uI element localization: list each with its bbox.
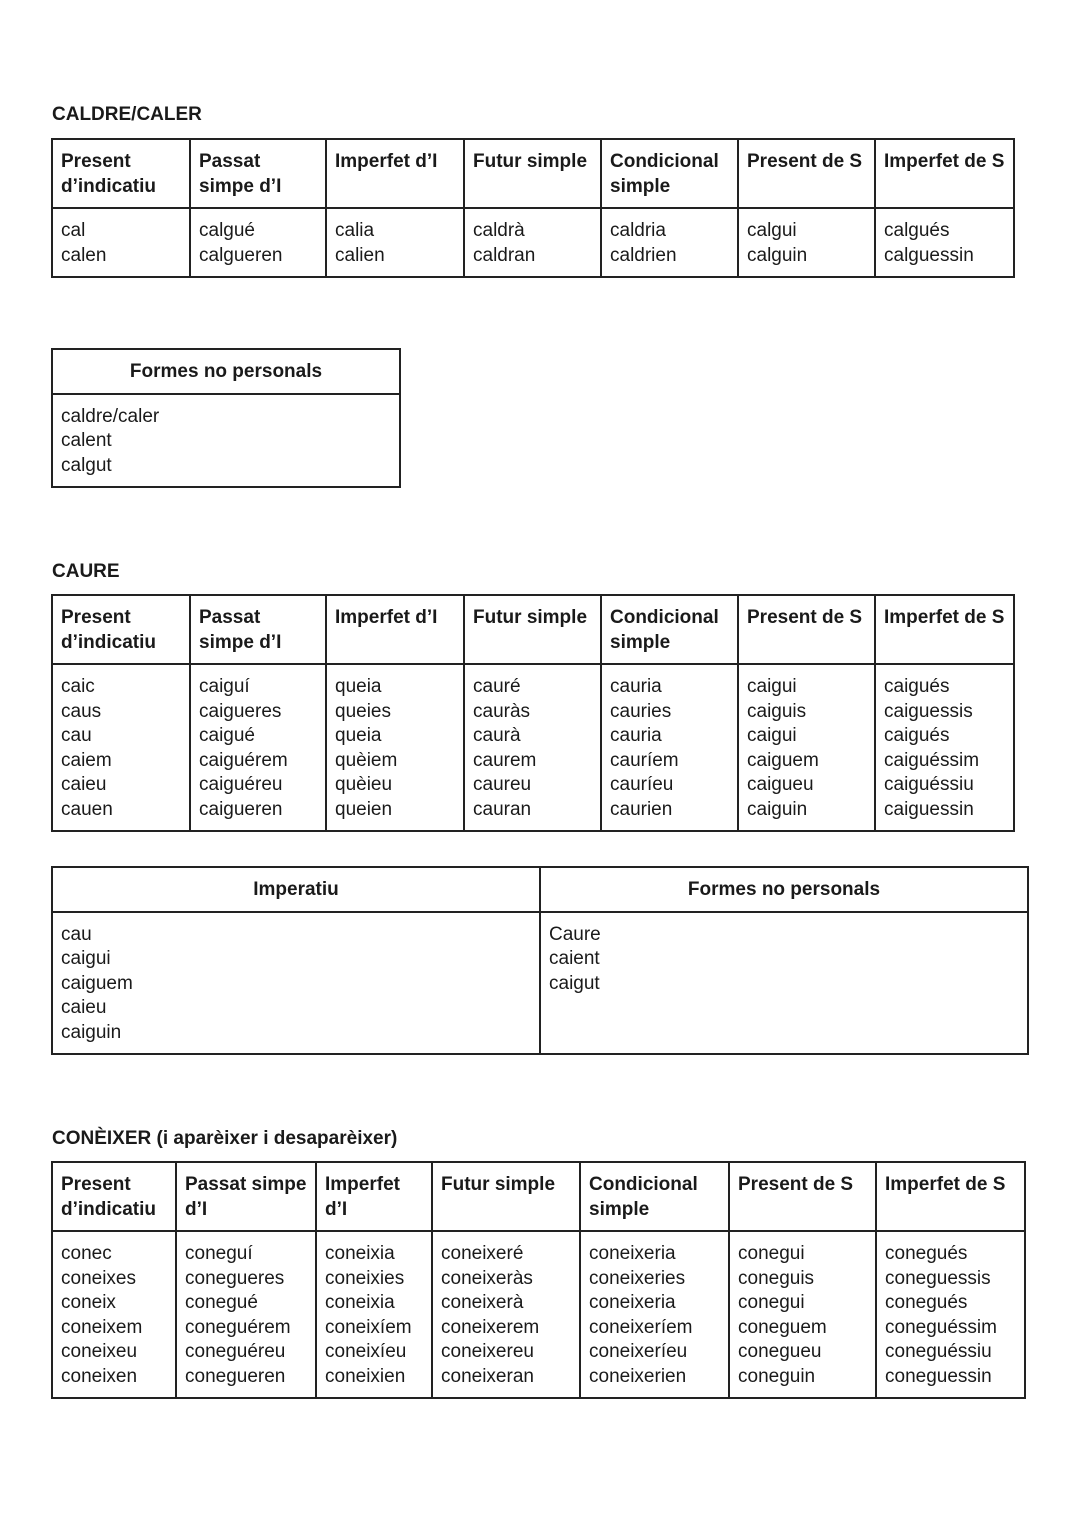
verb-form: coneguérem [185, 1316, 291, 1338]
verb-form: caiguéssim [884, 749, 980, 771]
verb-form: coneixes [61, 1267, 136, 1289]
verb-form: coneixies [325, 1267, 405, 1289]
conjugation-cell [738, 664, 875, 831]
verb-form: coneixia [325, 1292, 395, 1313]
verb-form: caiguérem [199, 749, 288, 771]
verb-form: coneixen [61, 1365, 138, 1387]
verb-form: queia [335, 725, 382, 746]
verb-form: caldrien [610, 244, 677, 266]
conjugation-cell [875, 664, 1014, 831]
verb-form: coneix [61, 1292, 116, 1313]
conjugation-cell [738, 208, 875, 277]
column-header: Present de S [729, 1162, 876, 1231]
column-header: Imperfet de S [875, 139, 1014, 208]
section-title-coneixer: CONÈIXER (i aparèixer i desaparèixer) [52, 1128, 398, 1149]
verb-form: calguin [747, 244, 808, 266]
verb-form: caiguessis [884, 700, 973, 722]
conjugation-cell [601, 664, 738, 831]
verb-form: caureu [473, 774, 532, 795]
forms-cell [52, 394, 400, 488]
verb-form: caigui [747, 676, 797, 697]
verb-form: coneixeries [589, 1267, 686, 1289]
conjugation-table-caldre [51, 138, 1015, 278]
column-header: Formes no personals [540, 867, 1028, 912]
column-header: Passat simpe d’I [190, 595, 326, 664]
conjugation-cell [52, 664, 190, 831]
verb-form: cauries [610, 700, 672, 722]
table-row [52, 912, 1028, 1055]
verb-form: conegueres [185, 1267, 285, 1289]
conjugation-cell [601, 208, 738, 277]
verb-form: coneixeu [61, 1341, 138, 1362]
conjugation-cell [326, 208, 464, 277]
verb-form: conegueren [185, 1365, 286, 1387]
conjugation-cell [190, 208, 326, 277]
verb-form: quèiem [335, 749, 398, 771]
imperative-forms-table-caure [51, 866, 1029, 1055]
verb-form: caieu [61, 997, 107, 1018]
section-title-caure: CAURE [52, 561, 120, 582]
verb-form: conegués [885, 1292, 968, 1313]
verb-form: caigui [747, 725, 797, 746]
verb-form: conegués [885, 1243, 968, 1264]
verb-form: caus [61, 700, 102, 722]
verb-form: coneguin [738, 1365, 816, 1387]
verb-form: cau [61, 923, 92, 945]
table-header-row [52, 139, 1014, 208]
table-row [52, 1231, 1025, 1398]
verb-form: conegui [738, 1243, 805, 1264]
verb-form: calgué [199, 220, 255, 241]
table-header-row [52, 867, 1028, 912]
verb-form: queies [335, 700, 391, 722]
verb-form: caiguem [747, 749, 819, 771]
verb-form: coneixeríem [589, 1316, 693, 1338]
verb-form: conec [61, 1243, 112, 1264]
verb-form: coneixeria [589, 1292, 676, 1313]
verb-form: caieu [61, 774, 107, 795]
verb-form: coneguí [185, 1243, 253, 1264]
verb-form: conegué [185, 1292, 258, 1313]
column-header: Present de S [738, 595, 875, 664]
column-header: Imperfet de S [876, 1162, 1025, 1231]
verb-form: coneixeràs [441, 1267, 533, 1289]
column-header: Imperfet d’I [326, 139, 464, 208]
column-header: Condicional simple [601, 595, 738, 664]
verb-form: calent [61, 430, 112, 451]
verb-form: cauria [610, 725, 662, 746]
verb-form: caiguéreu [199, 774, 283, 795]
conjugation-cell [52, 1231, 176, 1398]
verb-form: caiguéssiu [884, 774, 974, 795]
verb-form: caiguessin [884, 798, 974, 820]
verb-form: coneixeríeu [589, 1341, 688, 1362]
conjugation-cell [190, 664, 326, 831]
verb-form: coneixereu [441, 1341, 534, 1362]
verb-form: caldre/caler [61, 405, 160, 427]
verb-form: coneixerà [441, 1292, 524, 1313]
conjugation-cell [876, 1231, 1025, 1398]
verb-form: calia [335, 220, 375, 241]
verb-form: quèieu [335, 774, 393, 795]
verb-form: calgués [884, 220, 950, 241]
verb-form: cau [61, 725, 92, 746]
conjugation-cell [464, 208, 601, 277]
verb-form: caigués [884, 676, 950, 697]
column-header: Futur simple [464, 139, 601, 208]
column-header: Imperatiu [52, 867, 540, 912]
imperative-cell [52, 912, 540, 1055]
column-header: Imperfet d’I [326, 595, 464, 664]
verb-form: calguessin [884, 244, 974, 266]
column-header: Passat simpe d’I [176, 1162, 316, 1231]
verb-form: caiguin [61, 1021, 122, 1043]
verb-form: cauríem [610, 749, 679, 771]
verb-form: caiem [61, 749, 112, 771]
verb-form: caurà [473, 725, 521, 746]
table-row [52, 664, 1014, 831]
verb-form: coneguessin [885, 1365, 992, 1387]
conjugation-cell [464, 664, 601, 831]
verb-form: coneixerem [441, 1316, 540, 1338]
verb-form: calien [335, 244, 385, 266]
column-header: Formes no personals [52, 349, 400, 394]
table-header-row [52, 349, 400, 394]
conjugation-cell [580, 1231, 729, 1398]
column-header: Condicional simple [580, 1162, 729, 1231]
conjugation-cell [729, 1231, 876, 1398]
column-header: Futur simple [464, 595, 601, 664]
verb-form: caient [549, 948, 600, 969]
conjugation-cell [432, 1231, 580, 1398]
verb-form: caigut [549, 972, 600, 994]
column-header: Present d’indicatiu [52, 139, 190, 208]
verb-form: coneixeré [441, 1243, 524, 1264]
verb-form: cal [61, 220, 86, 241]
verb-form: caiguis [747, 700, 807, 722]
forms-cell [540, 912, 1028, 1055]
verb-form: caigui [61, 948, 111, 969]
verb-form: calgut [61, 454, 112, 476]
table-row [52, 208, 1014, 277]
verb-form: calen [61, 244, 107, 266]
verb-form: coneixia [325, 1243, 395, 1264]
verb-form: caldria [610, 220, 666, 241]
verb-form: caurem [473, 749, 537, 771]
verb-form: queia [335, 676, 382, 697]
verb-form: calgui [747, 220, 797, 241]
column-header: Imperfet d’I [316, 1162, 432, 1231]
column-header: Present d’indicatiu [52, 1162, 176, 1231]
column-header: Present d’indicatiu [52, 595, 190, 664]
verb-form: conegui [738, 1292, 805, 1313]
section-title-caldre: CALDRE/CALER [52, 104, 202, 125]
verb-form: coneixeria [589, 1243, 676, 1264]
verb-form: cauríeu [610, 774, 674, 795]
verb-form: coneguessis [885, 1267, 991, 1289]
column-header: Condicional simple [601, 139, 738, 208]
table-row [52, 394, 400, 488]
verb-form: coneguéreu [185, 1341, 286, 1362]
verb-form: Caure [549, 923, 601, 945]
verb-form: cauran [473, 798, 532, 820]
verb-form: conegueu [738, 1341, 822, 1362]
conjugation-cell [326, 664, 464, 831]
conjugation-table-coneixer [51, 1161, 1026, 1399]
verb-form: coneixeran [441, 1365, 534, 1387]
verb-form: coneixíeu [325, 1341, 407, 1362]
table-header-row [52, 1162, 1025, 1231]
verb-form: caiguí [199, 676, 250, 697]
verb-form: coneguis [738, 1267, 815, 1289]
column-header: Futur simple [432, 1162, 580, 1231]
conjugation-table-caure [51, 594, 1015, 832]
column-header: Present de S [738, 139, 875, 208]
conjugation-cell [176, 1231, 316, 1398]
verb-form: caigueren [199, 798, 283, 820]
column-header: Imperfet de S [875, 595, 1014, 664]
verb-form: coneguéssim [885, 1316, 997, 1338]
non-personal-forms-table-caldre [51, 348, 401, 488]
verb-form: cauen [61, 798, 113, 820]
verb-form: cauria [610, 676, 662, 697]
verb-form: coneguéssiu [885, 1341, 992, 1362]
conjugation-cell [316, 1231, 432, 1398]
column-header: Passat simpe d’I [190, 139, 326, 208]
verb-form: calgueren [199, 244, 283, 266]
verb-form: coneixerien [589, 1365, 687, 1387]
verb-form: cauré [473, 676, 521, 697]
verb-form: caiguem [61, 972, 133, 994]
verb-form: caiguin [747, 798, 808, 820]
verb-form: coneguem [738, 1316, 827, 1338]
verb-form: caldran [473, 244, 536, 266]
table-header-row [52, 595, 1014, 664]
verb-form: caigueu [747, 774, 814, 795]
verb-form: caigué [199, 725, 255, 746]
verb-form: caurien [610, 798, 673, 820]
verb-form: coneixem [61, 1316, 143, 1338]
conjugation-cell [52, 208, 190, 277]
verb-form: coneixíem [325, 1316, 412, 1338]
verb-form: coneixien [325, 1365, 406, 1387]
verb-form: caigués [884, 725, 950, 746]
verb-form: caigueres [199, 700, 282, 722]
verb-form: queien [335, 798, 393, 820]
verb-form: caldrà [473, 220, 525, 241]
verb-form: cauràs [473, 700, 531, 722]
verb-form: caic [61, 676, 95, 697]
conjugation-cell [875, 208, 1014, 277]
